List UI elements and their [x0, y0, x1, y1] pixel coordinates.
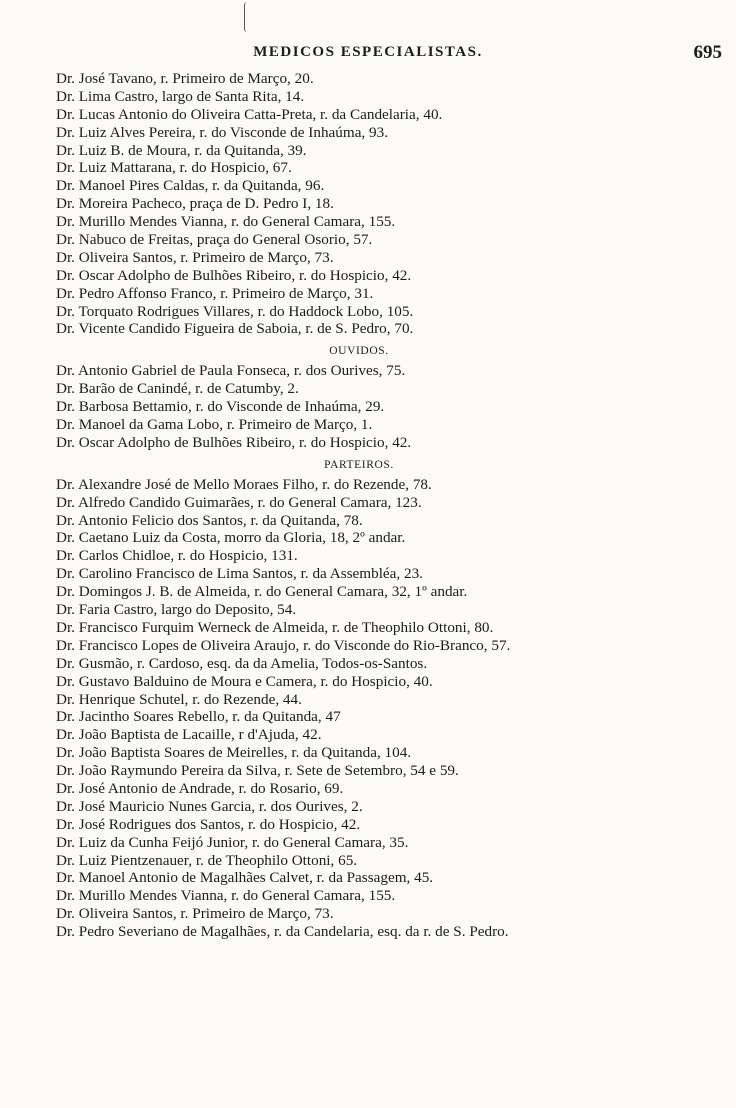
- list-item: Dr. Gusmão, r. Cardoso, esq. da da Amelia, Todos-os-Santos.: [56, 654, 428, 672]
- parteiros-entries: [56, 476, 726, 941]
- list-item: Dr. Barão de Canindé, r. de Catumby, 2.: [56, 380, 299, 398]
- list-item: Dr. Luiz B. de Moura, r. da Quitanda, 39.: [56, 141, 307, 159]
- list-item: Dr. Murillo Mendes Vianna, r. do General Camara, 155.: [56, 887, 396, 905]
- list-item: Dr. Moreira Pacheco, praça de D. Pedro I, 18.: [56, 195, 334, 213]
- list-item: Dr. José Tavano, r. Primeiro de Março, 20.: [56, 70, 314, 87]
- list-item: Dr. Pedro Affonso Franco, r. Primeiro de Março, 31.: [56, 284, 374, 302]
- list-item: Dr. José Antonio de Andrade, r. do Rosario, 69.: [56, 779, 344, 797]
- list-item: Dr. Henrique Schutel, r. do Rezende, 44.: [56, 690, 302, 708]
- list-item: Dr. Luiz Alves Pereira, r. do Visconde de Inhaúma, 93.: [56, 123, 389, 141]
- list-item: Dr. Barbosa Bettamio, r. do Visconde de Inhaúma, 29.: [56, 398, 385, 416]
- list-item: Dr. Luiz da Cunha Feijó Junior, r. do General Camara, 35.: [56, 833, 409, 851]
- list-item: Dr. Oliveira Santos, r. Primeiro de Março, 73.: [56, 248, 334, 266]
- section-heading-ouvidos: OUVIDOS.: [329, 345, 389, 358]
- list-item: Dr. Carolino Francisco de Lima Santos, r. da Assembléa, 23.: [56, 565, 423, 583]
- page-header: [0, 44, 736, 68]
- list-item: Dr. Murillo Mendes Vianna, r. do General Camara, 155.: [56, 213, 396, 231]
- list-item: Dr. Lucas Antonio do Oliveira Catta-Preta, r. da Candelaria, 40.: [56, 105, 443, 123]
- page-title: MEDICOS ESPECIALISTAS.: [253, 44, 483, 60]
- section-heading-parteiros: PARTEIROS.: [324, 458, 394, 471]
- margin-pencil-mark: [244, 2, 251, 32]
- list-item: Dr. Alfredo Candido Guimarães, r. do General Camara, 123.: [56, 493, 422, 511]
- list-item: Dr. Pedro Severiano de Magalhães, r. da Candelaria, esq. da r. de S. Pedro.: [56, 923, 509, 941]
- list-item: Dr. Manoel Antonio de Magalhães Calvet, r. da Passagem, 45.: [56, 869, 434, 887]
- list-item: Dr. Alexandre José de Mello Moraes Filho, r. do Rezende, 78.: [56, 475, 432, 493]
- list-item: Dr. José Mauricio Nunes Garcia, r. dos Ourives, 2.: [56, 797, 363, 815]
- list-item: Dr. Oscar Adolpho de Bulhões Ribeiro, r. do Hospicio, 42.: [56, 266, 412, 284]
- list-item: Dr. Oscar Adolpho de Bulhões Ribeiro, r. do Hospicio, 42.: [56, 433, 412, 451]
- list-item: Dr. Francisco Lopes de Oliveira Araujo, r. do Visconde do Rio-Branco, 57.: [56, 636, 511, 654]
- list-item: Dr. Oliveira Santos, r. Primeiro de Março, 73.: [56, 905, 334, 923]
- list-item: Dr. Luiz Mattarana, r. do Hospicio, 67.: [56, 159, 292, 177]
- list-item: Dr. Manoel Pires Caldas, r. da Quitanda, 96.: [56, 177, 325, 195]
- list-item: Dr. Nabuco de Freitas, praça do General Osorio, 57.: [56, 231, 373, 249]
- list-item: Dr. Carlos Chidloe, r. do Hospicio, 131.: [56, 547, 298, 565]
- list-item: Dr. Gustavo Balduino de Moura e Camera, r. do Hospicio, 40.: [56, 672, 433, 690]
- list-item: Dr. Vicente Candido Figueira de Saboia, r. de S. Pedro, 70.: [56, 320, 414, 338]
- list-item: Dr. Torquato Rodrigues Villares, r. do Haddock Lobo, 105.: [56, 302, 414, 320]
- list-item: Dr. Luiz Pientzenauer, r. de Theophilo Ottoni, 65.: [56, 851, 358, 869]
- list-item: Dr. Antonio Gabriel de Paula Fonseca, r. dos Ourives, 75.: [56, 362, 406, 380]
- list-item: Dr. Jacintho Soares Rebello, r. da Quitanda, 47: [56, 708, 341, 726]
- list-item: Dr. Manoel da Gama Lobo, r. Primeiro de Março, 1.: [56, 416, 373, 434]
- list-item: Dr. Antonio Felicio dos Santos, r. da Quitanda, 78.: [56, 511, 363, 529]
- list-item: Dr. Francisco Furquim Werneck de Almeida, r. de Theophilo Ottoni, 80.: [56, 618, 494, 636]
- list-item: Dr. Domingos J. B. de Almeida, r. do General Camara, 32, 1º andar.: [56, 583, 468, 601]
- list-item: Dr. José Rodrigues dos Santos, r. do Hospicio, 42.: [56, 815, 361, 833]
- top-entries: [56, 70, 726, 338]
- list-item: Dr. João Baptista de Lacaille, r d'Ajuda, 42.: [56, 726, 322, 744]
- ouvidos-entries: [56, 362, 726, 451]
- list-item: Dr. João Baptista Soares de Meirelles, r. da Quitanda, 104.: [56, 744, 412, 762]
- list-item: Dr. Faria Castro, largo do Deposito, 54.: [56, 601, 297, 619]
- page-number: 695: [693, 42, 722, 63]
- directory-list: [56, 70, 726, 941]
- list-item: Dr. Lima Castro, largo de Santa Rita, 14.: [56, 87, 305, 105]
- list-item: Dr. Caetano Luiz da Costa, morro da Gloria, 18, 2º andar.: [56, 529, 406, 547]
- list-item: Dr. João Raymundo Pereira da Silva, r. Sete de Setembro, 54 e 59.: [56, 762, 459, 780]
